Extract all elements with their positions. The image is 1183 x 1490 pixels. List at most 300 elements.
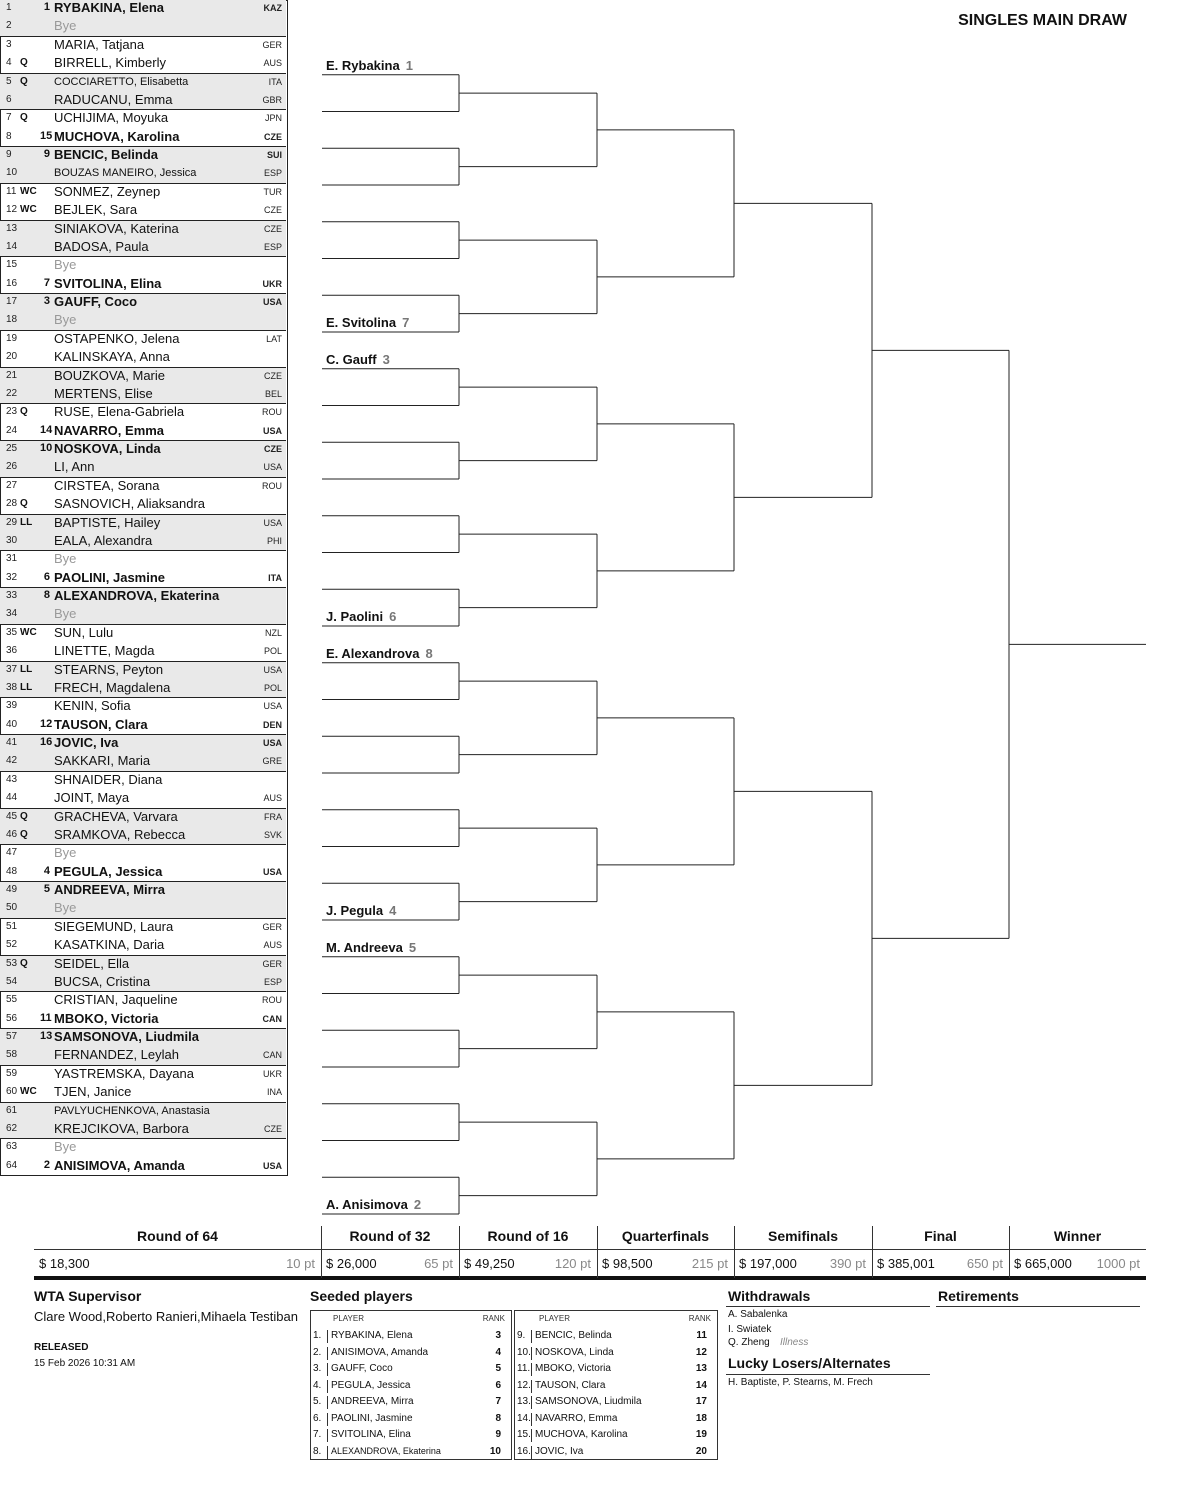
seed-number: 16 xyxy=(40,736,53,748)
entry-tag: Q xyxy=(20,57,28,69)
country-code: KAZ xyxy=(263,3,282,13)
round-name: Round of 32 xyxy=(349,1228,431,1244)
player-name: NOSKOVA, Linda xyxy=(54,441,161,456)
player-name: MERTENS, Elise xyxy=(54,385,153,401)
seed-number: 7 xyxy=(43,276,50,289)
draw-number: 1 xyxy=(6,2,12,13)
seed-row xyxy=(515,1443,717,1459)
player-name: EALA, Alexandra xyxy=(54,532,153,548)
player-name: SONMEZ, Zeynep xyxy=(54,183,161,199)
seed-rank: 17 xyxy=(695,1396,707,1407)
draw-number: 20 xyxy=(6,351,18,363)
advanced-seed: 6 xyxy=(389,609,397,624)
seed-row xyxy=(515,1393,717,1409)
player-name: SHNAIDER, Diana xyxy=(54,771,163,787)
country-code: GER xyxy=(262,39,282,50)
seed-player: NOSKOVA, Linda xyxy=(535,1346,614,1358)
seed-row xyxy=(515,1360,717,1376)
country-code: POL xyxy=(263,646,282,657)
entry-tag: LL xyxy=(20,516,33,528)
released-label: RELEASED xyxy=(34,1342,89,1353)
entry-tag: Q xyxy=(20,498,28,510)
country-code: AUS xyxy=(263,940,282,951)
player-name: GAUFF, Coco xyxy=(54,294,138,309)
seed-rank: 12 xyxy=(695,1346,707,1358)
seed-number: 12 xyxy=(40,717,53,730)
player-name: Bye xyxy=(54,551,77,567)
country-code: CAN xyxy=(262,1013,282,1024)
draw-number: 40 xyxy=(6,718,18,730)
seed-player: GAUFF, Coco xyxy=(331,1363,393,1374)
advanced-player: E. Rybakina xyxy=(326,57,400,73)
player-name: ANISIMOVA, Amanda xyxy=(54,1157,185,1173)
country-code: AUS xyxy=(263,58,282,69)
seed-rank: 19 xyxy=(695,1429,707,1440)
draw-number: 41 xyxy=(6,737,18,748)
country-code: USA xyxy=(262,297,282,307)
released-date: 15 Feb 2026 10:31 AM xyxy=(34,1358,136,1369)
seed-player: NAVARRO, Emma xyxy=(535,1412,618,1424)
draw-number: 25 xyxy=(6,443,18,454)
retirements-title: Retirements xyxy=(938,1288,1019,1304)
seed-number: 1 xyxy=(43,1,50,13)
draw-number: 52 xyxy=(6,939,18,951)
entry-tag: LL xyxy=(20,681,33,693)
round-points: 390 pt xyxy=(829,1256,866,1271)
round-points: 65 pt xyxy=(424,1256,453,1271)
player-name: SINIAKOVA, Katerina xyxy=(54,220,179,236)
withdrawal-note: Illness xyxy=(780,1337,809,1348)
seed-position: 15. xyxy=(517,1429,531,1440)
draw-number: 3 xyxy=(6,38,12,50)
draw-number: 56 xyxy=(6,1012,18,1024)
seed-player: JOVIC, Iva xyxy=(535,1445,584,1457)
seed-row xyxy=(515,1410,717,1426)
round-prize: $ 197,000 xyxy=(739,1256,797,1271)
seed-number: 10 xyxy=(40,442,53,454)
player-name: BIRRELL, Kimberly xyxy=(54,55,166,71)
advanced-player: A. Anisimova xyxy=(326,1197,408,1212)
draw-number: 55 xyxy=(6,994,18,1006)
country-code: UKR xyxy=(262,1068,282,1079)
country-code: ESP xyxy=(263,976,282,987)
draw-number: 47 xyxy=(6,847,18,859)
lucky-losers-list: H. Baptiste, P. Stearns, M. Frech xyxy=(728,1377,873,1388)
entry-tag: WC xyxy=(20,204,37,216)
round-points: 650 pt xyxy=(966,1256,1003,1271)
seed-position: 13. xyxy=(517,1396,531,1407)
seed-row xyxy=(311,1327,511,1343)
player-name: OSTAPENKO, Jelena xyxy=(54,330,180,346)
country-code: ITA xyxy=(268,572,282,583)
draw-number: 8 xyxy=(6,130,12,142)
player-name: STEARNS, Peyton xyxy=(54,661,164,677)
seed-player: SAMSONOVA, Liudmila xyxy=(535,1396,642,1407)
draw-number: 57 xyxy=(6,1031,18,1042)
player-name: TAUSON, Clara xyxy=(54,716,148,732)
seed-player: ALEXANDROVA, Ekaterina xyxy=(331,1445,441,1456)
draw-number: 59 xyxy=(6,1067,18,1079)
country-code: USA xyxy=(262,425,282,436)
player-name: FERNANDEZ, Leylah xyxy=(54,1047,179,1063)
draw-number: 33 xyxy=(6,590,18,601)
round-name: Round of 64 xyxy=(137,1228,218,1244)
country-code: USA xyxy=(262,738,282,748)
seed-row xyxy=(515,1327,717,1343)
seed-position: 12. xyxy=(517,1379,531,1391)
player-name: JOVIC, Iva xyxy=(54,735,119,750)
seed-rank: 4 xyxy=(495,1346,501,1358)
round-of-32-entry xyxy=(326,646,433,661)
draw-number: 39 xyxy=(6,700,18,712)
page-title: SINGLES MAIN DRAW xyxy=(958,12,1127,29)
seed-number: 5 xyxy=(43,883,50,895)
seed-player: PEGULA, Jessica xyxy=(331,1379,411,1391)
player-name: SUN, Lulu xyxy=(54,624,114,640)
country-code: FRA xyxy=(264,811,282,822)
player-name: KENIN, Sofia xyxy=(54,698,131,714)
country-code: DEN xyxy=(262,719,282,730)
seed-number: 4 xyxy=(43,864,50,877)
round-points: 10 pt xyxy=(286,1256,315,1271)
country-code: CZE xyxy=(264,1123,282,1134)
player-name: CIRSTEA, Sorana xyxy=(54,477,160,493)
seed-position: 16. xyxy=(517,1445,531,1457)
country-code: USA xyxy=(263,701,282,712)
seed-position: 1. xyxy=(313,1330,328,1343)
draw-number: 23 xyxy=(6,406,18,418)
player-name: FRECH, Magdalena xyxy=(54,679,171,695)
draw-number: 37 xyxy=(6,663,18,675)
player-name: Bye xyxy=(54,1139,77,1155)
draw-number: 10 xyxy=(6,167,18,179)
round-points: 120 pt xyxy=(554,1256,591,1271)
player-name: SEIDEL, Ella xyxy=(54,955,130,971)
draw-number: 29 xyxy=(6,516,18,528)
seed-player: SVITOLINA, Elina xyxy=(331,1429,411,1440)
round-of-32-entry xyxy=(326,903,396,918)
draw-number: 34 xyxy=(6,608,18,620)
seed-position: 4. xyxy=(313,1380,328,1393)
seed-row xyxy=(311,1410,511,1426)
advanced-player: M. Andreeva xyxy=(326,939,403,955)
seed-col-rank: RANK xyxy=(482,1314,505,1323)
draw-number: 2 xyxy=(6,20,12,32)
seed-position: 6. xyxy=(313,1413,328,1426)
seed-rank: 8 xyxy=(495,1412,501,1424)
draw-number: 6 xyxy=(6,93,12,105)
seed-col-player: PLAYER xyxy=(539,1314,570,1323)
player-name: RYBAKINA, Elena xyxy=(54,0,165,15)
draw-number: 44 xyxy=(6,792,18,804)
player-name: SAMSONOVA, Liudmila xyxy=(54,1029,199,1044)
country-code: TUR xyxy=(263,186,282,197)
round-name: Semifinals xyxy=(767,1228,839,1244)
player-name: CRISTIAN, Jaqueline xyxy=(54,992,178,1008)
advanced-seed: 7 xyxy=(402,315,410,330)
round-points: 1000 pt xyxy=(1096,1256,1140,1271)
round-of-32-entry xyxy=(326,940,416,955)
country-code: USA xyxy=(263,664,282,675)
prize-bottom-rule xyxy=(34,1276,1146,1280)
seed-rank: 11 xyxy=(696,1330,707,1341)
seed-row xyxy=(311,1393,511,1409)
seed-row xyxy=(311,1377,511,1393)
seed-player: ANISIMOVA, Amanda xyxy=(331,1346,429,1358)
entry-tag: WC xyxy=(20,626,37,638)
player-name: KREJCIKOVA, Barbora xyxy=(54,1120,189,1136)
entry-tag: WC xyxy=(20,1086,37,1098)
round-name: Quarterfinals xyxy=(621,1228,710,1244)
seed-position: 9. xyxy=(517,1330,532,1343)
entry-tag: Q xyxy=(20,810,28,822)
seed-row xyxy=(515,1426,717,1442)
draw-number: 60 xyxy=(6,1086,18,1098)
draw-number: 63 xyxy=(6,1141,18,1153)
draw-number: 17 xyxy=(6,296,18,307)
round-of-32-entry xyxy=(326,58,413,73)
player-name: BOUZKOVA, Marie xyxy=(54,367,166,383)
country-code: GRE xyxy=(262,756,282,767)
country-code: GER xyxy=(262,958,282,969)
seed-position: 3. xyxy=(313,1363,328,1376)
country-code: CZE xyxy=(264,131,282,142)
player-name: SRAMKOVA, Rebecca xyxy=(54,826,186,842)
seed-position: 10. xyxy=(517,1346,531,1358)
seed-rank: 5 xyxy=(495,1363,501,1374)
seed-rank: 7 xyxy=(495,1396,501,1407)
player-name: RUSE, Elena-Gabriela xyxy=(54,404,185,420)
player-name: YASTREMSKA, Dayana xyxy=(54,1065,194,1081)
round-prize: $ 49,250 xyxy=(464,1256,515,1271)
withdrawal-item: A. Sabalenka xyxy=(728,1309,788,1320)
player-name: BADOSA, Paula xyxy=(54,238,149,254)
country-code: USA xyxy=(262,1160,282,1171)
seed-player: ANDREEVA, Mirra xyxy=(331,1396,414,1407)
player-name: BOUZAS MANEIRO, Jessica xyxy=(54,167,197,180)
draw-number: 7 xyxy=(6,112,12,124)
seed-position: 5. xyxy=(313,1396,328,1409)
country-code: ITA xyxy=(268,76,282,87)
draw-number: 18 xyxy=(6,314,18,326)
draw-number: 9 xyxy=(6,149,12,160)
player-name: Bye xyxy=(54,606,77,622)
player-name: KASATKINA, Daria xyxy=(54,937,165,953)
seed-position: 2. xyxy=(313,1347,328,1360)
player-name: PAOLINI, Jasmine xyxy=(54,569,166,585)
player-name: BEJLEK, Sara xyxy=(54,202,138,218)
country-code: NZL xyxy=(264,627,282,638)
seed-position: 8. xyxy=(313,1446,328,1459)
draw-number: 27 xyxy=(6,479,18,491)
seed-player: BENCIC, Belinda xyxy=(535,1330,612,1341)
player-name: GRACHEVA, Varvara xyxy=(54,808,178,824)
draw-number: 42 xyxy=(6,755,18,767)
entry-tag: Q xyxy=(20,957,28,969)
seed-rank: 14 xyxy=(695,1379,707,1391)
seed-table-right xyxy=(514,1310,718,1460)
draw-number: 50 xyxy=(6,902,18,914)
country-code: USA xyxy=(263,462,282,473)
seeded-players-title: Seeded players xyxy=(310,1288,413,1304)
draw-number: 43 xyxy=(6,773,18,785)
seed-number: 11 xyxy=(40,1011,52,1024)
seed-rank: 10 xyxy=(489,1445,501,1457)
country-code: CZE xyxy=(264,444,282,454)
seed-row xyxy=(311,1344,511,1360)
round-prize: $ 98,500 xyxy=(602,1256,653,1271)
withdrawal-item: I. Swiatek xyxy=(728,1324,772,1335)
seed-number: 8 xyxy=(43,589,50,601)
round-name: Final xyxy=(924,1228,957,1244)
player-name: RADUCANU, Emma xyxy=(54,91,173,107)
country-code: CZE xyxy=(264,370,282,381)
seed-number: 9 xyxy=(43,148,50,160)
seed-number: 2 xyxy=(43,1158,50,1171)
draw-number: 38 xyxy=(6,681,18,693)
country-code: POL xyxy=(263,682,282,693)
country-code: SVK xyxy=(263,829,282,840)
seed-number: 13 xyxy=(40,1030,53,1042)
seed-row xyxy=(311,1443,511,1459)
seed-row xyxy=(515,1344,717,1360)
round-prize: $ 26,000 xyxy=(326,1256,377,1271)
draw-number: 62 xyxy=(6,1122,18,1134)
draw-number: 28 xyxy=(6,498,18,510)
advanced-player: J. Paolini xyxy=(326,609,384,624)
seed-player: MUCHOVA, Karolina xyxy=(535,1429,628,1440)
player-name: Bye xyxy=(54,312,77,328)
player-name: BENCIC, Belinda xyxy=(54,147,159,162)
round-prize: $ 385,001 xyxy=(877,1256,935,1271)
supervisor-names: Clare Wood,Roberto Ranieri,Mihaela Testiban xyxy=(34,1309,298,1324)
seed-position: 14. xyxy=(517,1412,531,1424)
draw-number: 4 xyxy=(6,57,12,69)
seed-player: TAUSON, Clara xyxy=(535,1379,606,1391)
round-prize: $ 18,300 xyxy=(39,1256,90,1271)
country-code: ROU xyxy=(262,407,282,418)
advanced-seed: 4 xyxy=(389,903,397,918)
seed-position: 11. xyxy=(517,1363,531,1374)
advanced-seed: 8 xyxy=(425,645,433,661)
seed-rank: 18 xyxy=(695,1412,707,1424)
supervisor-title: WTA Supervisor xyxy=(34,1288,142,1304)
advanced-seed: 2 xyxy=(413,1197,422,1212)
seed-player: MBOKO, Victoria xyxy=(535,1363,611,1374)
seed-row xyxy=(311,1426,511,1442)
country-code: CZE xyxy=(264,223,282,234)
advanced-seed: 5 xyxy=(408,939,417,955)
player-name: JOINT, Maya xyxy=(54,790,130,806)
retirements-underline xyxy=(936,1306,1140,1307)
seed-number: 6 xyxy=(43,570,50,583)
round-prize: $ 665,000 xyxy=(1014,1256,1072,1271)
draw-number: 58 xyxy=(6,1049,18,1061)
seed-row xyxy=(311,1360,511,1376)
draw-number: 36 xyxy=(6,645,18,657)
country-code: JPN xyxy=(264,113,282,124)
player-name: COCCIARETTO, Elisabetta xyxy=(54,75,189,88)
draw-number: 5 xyxy=(6,75,12,87)
draw-number: 49 xyxy=(6,884,18,895)
lucky-losers-underline xyxy=(726,1374,930,1375)
draw-number: 19 xyxy=(6,332,18,344)
player-name: UCHIJIMA, Moyuka xyxy=(54,110,169,126)
seed-number: 15 xyxy=(40,129,53,142)
player-name: MUCHOVA, Karolina xyxy=(54,128,180,144)
draw-number: 46 xyxy=(6,828,18,840)
player-name: BAPTISTE, Hailey xyxy=(54,514,161,530)
country-code: SUI xyxy=(266,150,282,160)
player-name: LINETTE, Magda xyxy=(54,643,155,659)
player-name: PAVLYUCHENKOVA, Anastasia xyxy=(54,1104,210,1117)
withdrawals-title: Withdrawals xyxy=(728,1288,811,1304)
entry-tag: Q xyxy=(20,828,28,840)
round-of-32-entry xyxy=(326,1197,421,1212)
draw-number: 22 xyxy=(6,387,18,399)
advanced-player: C. Gauff xyxy=(326,351,377,367)
country-code: BEL xyxy=(264,388,282,399)
country-code: PHI xyxy=(266,535,282,546)
country-code: USA xyxy=(262,866,282,877)
country-code: GBR xyxy=(262,94,282,105)
player-name: Bye xyxy=(54,900,77,916)
draw-number: 35 xyxy=(6,626,18,638)
round-of-32-entry xyxy=(326,352,390,367)
country-code: ESP xyxy=(263,168,282,179)
seed-rank: 3 xyxy=(495,1330,501,1341)
seed-rank: 6 xyxy=(495,1379,501,1391)
advanced-seed: 3 xyxy=(382,351,390,367)
seed-rank: 9 xyxy=(495,1429,501,1440)
entry-tag: Q xyxy=(20,406,28,418)
withdrawal-item: Q. Zheng xyxy=(728,1337,770,1348)
withdrawals-underline xyxy=(726,1306,930,1307)
seed-col-rank: RANK xyxy=(688,1314,711,1323)
seed-position: 7. xyxy=(313,1429,328,1442)
draw-number: 64 xyxy=(6,1159,18,1171)
draw-number: 30 xyxy=(6,534,18,546)
seed-rank: 13 xyxy=(695,1363,707,1374)
seed-rank: 20 xyxy=(695,1445,707,1457)
seed-player: RYBAKINA, Elena xyxy=(331,1330,413,1341)
draw-number: 15 xyxy=(6,259,18,271)
advanced-player: J. Pegula xyxy=(326,903,384,918)
player-name: SASNOVICH, Aliaksandra xyxy=(54,496,206,512)
draw-number: 14 xyxy=(6,240,18,252)
country-code: ROU xyxy=(262,995,282,1006)
seed-number: 14 xyxy=(40,423,53,436)
round-name: Round of 16 xyxy=(487,1228,569,1244)
country-code: ESP xyxy=(263,241,282,252)
country-code: AUS xyxy=(263,793,282,804)
player-name: ANDREEVA, Mirra xyxy=(54,882,166,897)
round-points: 215 pt xyxy=(691,1256,728,1271)
seed-col-player: PLAYER xyxy=(333,1314,364,1323)
draw-number: 54 xyxy=(6,975,18,987)
player-name: SAKKARI, Maria xyxy=(54,753,151,769)
advanced-player: E. Alexandrova xyxy=(326,645,420,661)
country-code: INA xyxy=(266,1087,282,1098)
player-name: Bye xyxy=(54,257,77,273)
country-code: CAN xyxy=(262,1050,282,1061)
advanced-player: E. Svitolina xyxy=(326,315,397,330)
country-code: GER xyxy=(262,921,282,932)
player-name: SVITOLINA, Elina xyxy=(54,275,162,291)
player-name: ALEXANDROVA, Ekaterina xyxy=(54,588,220,603)
lucky-losers-title: Lucky Losers/Alternates xyxy=(728,1355,891,1371)
seed-table-left xyxy=(310,1310,512,1460)
